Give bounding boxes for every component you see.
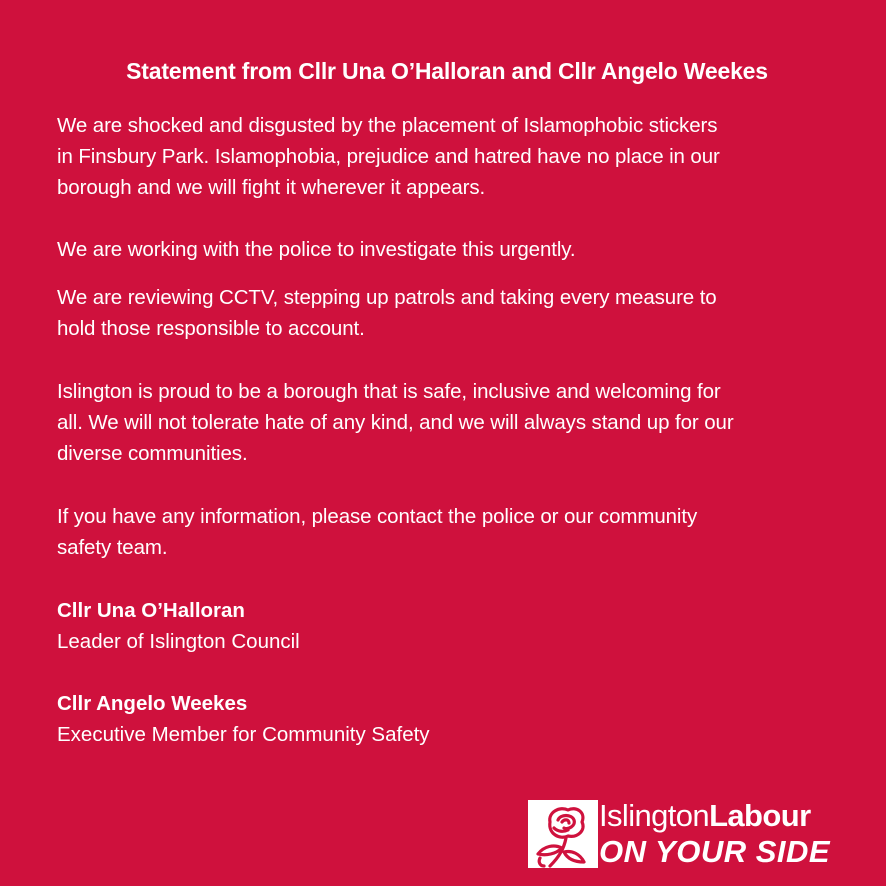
statement-paragraph: Islington is proud to be a borough that is safe, inclusive and welcoming for all. We will not tolerate hate of any kind, and we will always stand up for our diverse communities. <box>57 380 734 465</box>
logo-wordmark <box>599 798 811 834</box>
islington-labour-logo <box>528 798 868 870</box>
signatory-role: Leader of Islington Council <box>57 630 300 653</box>
logo-slogan: ON YOUR SIDE <box>599 834 831 869</box>
signatory-name: Cllr Una O’Halloran <box>57 599 245 622</box>
statement-paragraph: We are working with the police to investigate this urgently. <box>57 238 576 261</box>
statement-paragraph: We are shocked and disgusted by the placement of Islamophobic stickers in Finsbury Park. Islamophobia, prejudice and hatred have no place in our borough and we will fight it wherever it appears. <box>57 114 720 199</box>
signatory-role: Executive Member for Community Safety <box>57 723 430 746</box>
logo-wordmark-regular: Islington <box>599 798 710 833</box>
logo-wordmark-bold: Labour <box>709 798 811 833</box>
statement-title: Statement from Cllr Una O’Halloran and Cllr Angelo Weekes <box>126 58 768 84</box>
rose-icon <box>528 798 600 870</box>
statement-paragraph: We are reviewing CCTV, stepping up patrols and taking every measure to hold those responsible to account. <box>57 286 717 340</box>
signatory-name: Cllr Angelo Weekes <box>57 692 248 715</box>
statement-paragraph: If you have any information, please contact the police or our community safety team. <box>57 505 698 559</box>
